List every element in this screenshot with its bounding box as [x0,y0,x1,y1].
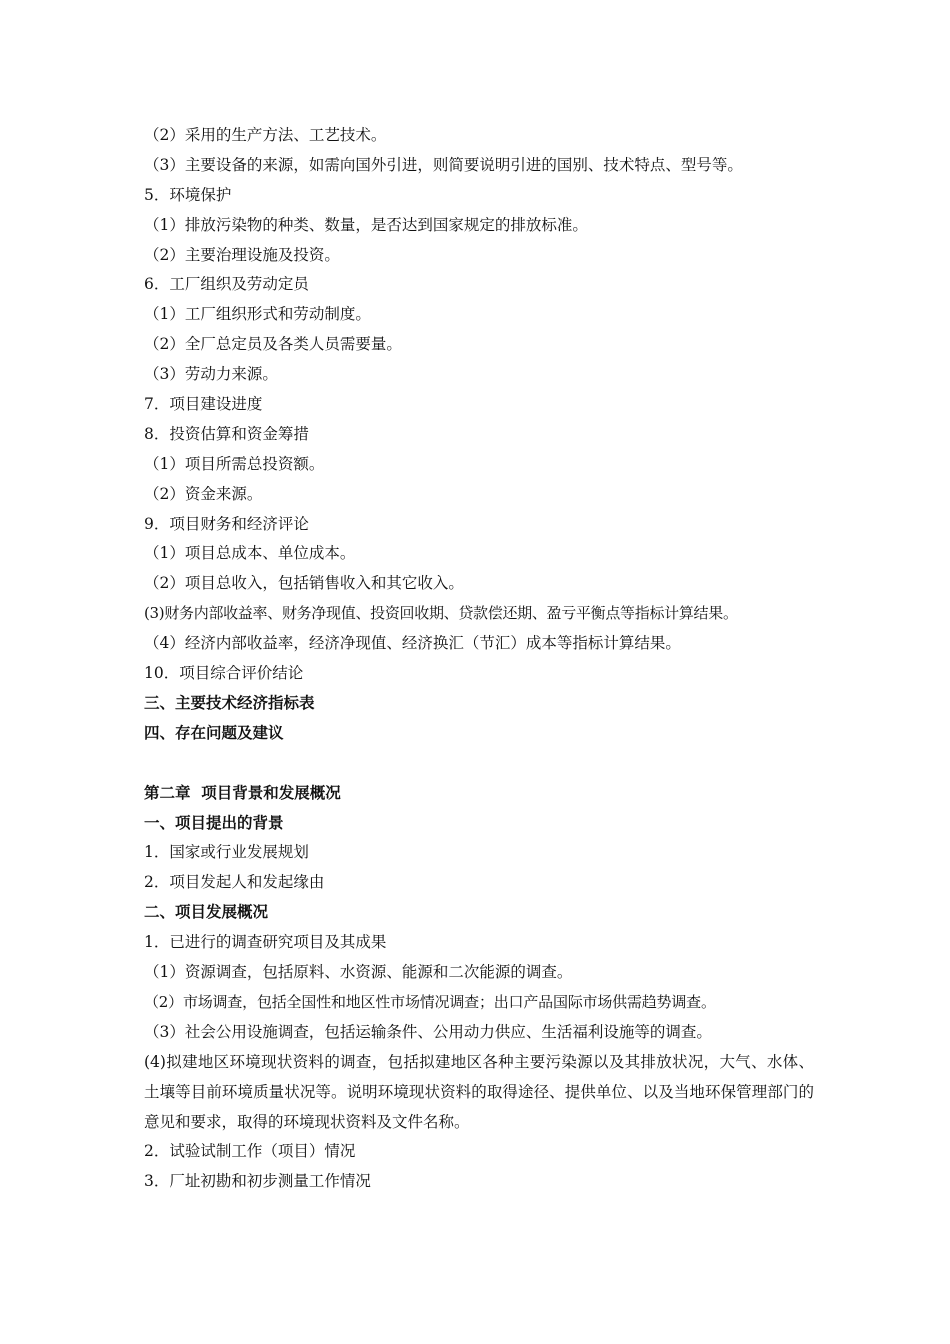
text-line: （1）排放污染物的种类、数量，是否达到国家规定的排放标准。 [144,215,588,234]
section-heading: 6．工厂组织及劳动定员 [144,275,309,294]
text-line: （1）项目所需总投资额。 [144,454,325,473]
chapter-title: 第二章 项目背景和发展概况 [144,783,341,802]
text-line: （2）市场调查，包括全国性和地区性市场情况调查；出口产品国际市场供需趋势调查。 [144,992,716,1011]
section-heading: 1．已进行的调查研究项目及其成果 [144,933,387,952]
text-line: （2）全厂总定员及各类人员需要量。 [144,335,402,354]
section-heading: 2．项目发起人和发起缘由 [144,873,325,892]
text-line: （1）工厂组织形式和劳动制度。 [144,305,371,324]
text-line: （3）社会公用设施调查，包括运输条件、公用动力供应、生活福利设施等的调查。 [144,1022,712,1041]
text-line: （2）采用的生产方法、工艺技术。 [144,126,387,144]
section-heading: 7．项目建设进度 [144,395,263,414]
page-content [144,121,814,1197]
part-heading: 二、项目发展概况 [144,903,269,922]
section-heading: 2．试验试制工作（项目）情况 [144,1142,356,1161]
text-line: （3）劳动力来源。 [144,365,278,384]
section-heading: 9．项目财务和经济评论 [144,514,309,533]
text-line: （1）项目总成本、单位成本。 [144,544,356,563]
text-line: （2）项目总收入，包括销售收入和其它收入。 [144,574,464,593]
section-heading: 3．厂址初勘和初步测量工作情况 [144,1172,371,1191]
spacer [144,749,814,779]
section-heading: 1．国家或行业发展规划 [144,843,309,862]
section-heading: 5．环境保护 [144,185,232,204]
section-heading: 10．项目综合评价结论 [144,664,304,683]
text-line: (3)财务内部收益率、财务净现值、投资回收期、贷款偿还期、盈亏平衡点等指标计算结果。 [144,604,738,623]
section-heading: 8．投资估算和资金筹措 [144,424,309,443]
text-line: （2）主要治理设施及投资。 [144,245,340,264]
part-heading: 四、存在问题及建议 [144,723,284,742]
part-heading: 一、项目提出的背景 [144,813,284,832]
part-heading: 三、主要技术经济指标表 [144,693,315,712]
text-line: （1）资源调查，包括原料、水资源、能源和二次能源的调查。 [144,963,573,982]
text-line: （4）经济内部收益率，经济净现值、经济换汇（节汇）成本等指标计算结果。 [144,634,681,653]
paragraph: (4)拟建地区环境现状资料的调查，包括拟建地区各种主要污染源以及其排放状况，大气、水体、土壤等目前环境质量状况等。说明环境现状资料的取得途径、提供单位、以及当地环保管理部门的意见和要求，取得的环境现状资料及文件名称。 [144,1052,814,1131]
text-line: （2）资金来源。 [144,484,263,503]
text-line: （3）主要设备的来源，如需向国外引进，则简要说明引进的国别、技术特点、型号等。 [144,155,743,174]
